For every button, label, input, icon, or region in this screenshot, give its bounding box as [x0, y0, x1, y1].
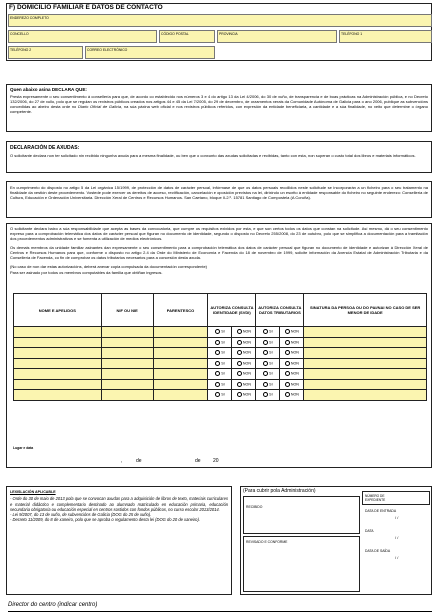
radio-button-icon[interactable] [263, 371, 268, 376]
director-label: Director do centro (indicar centro) [8, 602, 98, 608]
radio-label: NON [290, 392, 299, 397]
radio-label: NON [242, 371, 251, 376]
member-signature-cell[interactable] [304, 337, 427, 348]
tax-no-radio[interactable] [280, 358, 304, 369]
tax-yes-radio[interactable] [256, 379, 280, 390]
identity-yes-radio[interactable] [208, 337, 232, 348]
radio-label: SI [221, 371, 225, 376]
radio-button-icon[interactable] [237, 340, 242, 345]
radio-button-icon[interactable] [215, 392, 220, 397]
data-protection-box [6, 181, 432, 218]
admin-box [240, 486, 432, 595]
radio-button-icon[interactable] [215, 340, 220, 345]
identity-no-radio[interactable] [232, 390, 256, 401]
tax-yes-radio[interactable] [256, 327, 280, 338]
radio-button-icon[interactable] [285, 392, 290, 397]
legislation-text: - Orde do 30 de maio de 2013 pola que se convocan axudas para a adquisición de libros de texto, materiais curriculares e material didáctico e complementario destinado ao alumnado matriculado en educación primaria, educación secundaria obrigatoria ou educación especial en centros sostidos con fondos públicos, no curso escolar 2013/2014. - Lei 9/2007, do 13 de xuño, de subvencións de Galicia (DOG do 25 de xuño). - Decreto 11/2009, do 8 de xaneiro, polo que se aproba o regulamento desta lei (DOG do 20 de xaneiro). [10, 496, 228, 522]
member-relation-cell[interactable] [153, 327, 208, 338]
phone1-field[interactable] [339, 30, 432, 43]
identity-no-radio[interactable] [232, 327, 256, 338]
member-name-cell[interactable] [14, 379, 102, 390]
radio-button-icon[interactable] [237, 361, 242, 366]
member-relation-cell[interactable] [153, 337, 208, 348]
consent-box [6, 223, 432, 468]
member-signature-cell[interactable] [304, 379, 427, 390]
consent-p2: Os demais membros da unidade familiar asinantes dan expresamente o seu consentimento para a comprobación telemática dos datos de carácter persoal que figuran no documento de identidade e autorizan á Dirección Xeral de Centros e Recursos Humanos para que, conforme o disposto no artigo 2.4 da Orde do Ministerio de Economía e Facenda do 18 de novembro de 1999, solicite información da Axencia Estatal de Administración Tributaria e da Consellería de Facenda, co fin de comprobar os datos tributarios necesarios para a concesión desta axuda. [10, 245, 428, 260]
admin-reviewed-label: REVISADO E CONFORME [246, 540, 288, 544]
radio-button-icon[interactable] [285, 329, 290, 334]
admin-entry-date-label: DATA DE ENTRADA [365, 509, 397, 513]
radio-label: SI [269, 361, 273, 366]
aid-declaration-box [6, 141, 432, 173]
radio-button-icon[interactable] [285, 382, 290, 387]
tax-no-radio[interactable] [280, 379, 304, 390]
radio-label: NON [242, 361, 251, 366]
admin-file-number-label: NÚMERO DE EXPEDIENTE [365, 494, 386, 502]
identity-yes-radio[interactable] [208, 358, 232, 369]
consent-p3: (No caso de non dar estas autorizacións, deberá anexar copia compulsada da documentación correspondente) [10, 264, 208, 269]
radio-label: SI [221, 340, 225, 345]
header-nif: NIF OU NIE [101, 294, 153, 327]
data-protection-text: En cumprimento do disposto no artigo 5 da Lei orgánica 15/1999, de protección de datos de carácter persoal, infórmase de que os datos persoais recollidos neste solicitude se incorporarán a un ficheiro para o seu tratamento na finalidade da xestión deste procedemento. Vostede pode exercer os dereitos de acceso, rectificación, cancelación e oposición previstos na lei, dirixindo un escrito á entidade responsable do ficheiro no seguinte enderezo: Consellería de Cultura, Educación e Ordenación Universitaria. Dirección Xeral de Centros e Recursos Humanos. San Caetano, bloque II-2.º. 15781 Santiago de Compostela (A Coruña). [10, 185, 428, 200]
identity-yes-radio[interactable] [208, 369, 232, 380]
admin-entry-date [365, 509, 430, 520]
radio-button-icon[interactable] [285, 350, 290, 355]
radio-button-icon[interactable] [215, 350, 220, 355]
place-date-label: Lugar e data [13, 446, 34, 450]
radio-button-icon[interactable] [285, 361, 290, 366]
member-signature-cell[interactable] [304, 327, 427, 338]
phone2-label: TELÉFONO 2 [10, 47, 32, 52]
members-row [14, 369, 427, 380]
header-signature: SINATURA DA PERSOA OU DO PAI/NAI NO CASO DE SER MENOR DE IDADE [304, 294, 427, 327]
declaration-text [10, 94, 428, 114]
members-table-body [14, 327, 427, 401]
radio-button-icon[interactable] [237, 392, 242, 397]
radio-button-icon[interactable] [263, 329, 268, 334]
radio-button-icon[interactable] [215, 371, 220, 376]
members-row [14, 348, 427, 359]
member-name-cell[interactable] [14, 390, 102, 401]
radio-button-icon[interactable] [215, 361, 220, 366]
council-field[interactable] [8, 30, 157, 43]
radio-label: NON [242, 382, 251, 387]
identity-yes-radio[interactable] [208, 390, 232, 401]
member-name-cell[interactable] [14, 337, 102, 348]
members-row [14, 379, 427, 390]
radio-button-icon[interactable] [215, 382, 220, 387]
radio-button-icon[interactable] [237, 371, 242, 376]
identity-no-radio[interactable] [232, 358, 256, 369]
members-row [14, 390, 427, 401]
member-nif-cell[interactable] [101, 327, 153, 338]
member-name-cell[interactable] [14, 348, 102, 359]
place-date-year: 20 [213, 458, 219, 464]
address-label: ENDEREZO COMPLETO [10, 15, 49, 20]
tax-no-radio[interactable] [280, 327, 304, 338]
member-relation-cell[interactable] [153, 379, 208, 390]
member-name-cell[interactable] [14, 358, 102, 369]
place-date-de2: de [195, 458, 201, 464]
radio-label: SI [269, 329, 273, 334]
tax-yes-radio[interactable] [256, 390, 280, 401]
council-label: CONCELLO [10, 31, 29, 36]
radio-button-icon[interactable] [263, 392, 268, 397]
declaration-text-a: Presta expresamente o seu consentimento á consellería para que, de acordo co establecido nos números 3 e 4 do artigo 13 da Lei 4/2006, do 30 de xuño, de transparencia e de boas prácticas na Administración pública, e no Decreto 132/2006, do 27 de xullo, polo que se regulan os rexistros públicos creados nos artigos 44 e 45 da Lei 7/2005, do 29 de decembro, de orzamentos xerais da Comunidade Autónoma de Galicia para o ano 2006, publique as subvencións concedidas ao abeiro desta orde no [10, 93, 428, 109]
address-field[interactable] [8, 14, 432, 27]
admin-exit-date [365, 529, 430, 540]
admin-received-box [243, 496, 360, 534]
admin-file-number-box [362, 491, 430, 505]
radio-label: SI [269, 350, 273, 355]
radio-label: SI [269, 392, 273, 397]
consent-p1: O solicitante declara baixo a súa responsabilidade que acepta as bases da convocatoria, que cumpre os requisitos exixidos por esta, e que son certos todos os datos que constan na solicitude. Así mesmo, dá o seu consentimento expreso para a comprobación telemática dos datos de carácter persoal que figuran no documento de identidade, segundo o disposto no Decreto 255/2008, do 23 de outubro, polo que se simplifica a documentación para a tramitación dos procedementos administrativos e se fomenta a utilización de medios electrónicos. [10, 226, 428, 241]
members-row [14, 358, 427, 369]
radio-button-icon[interactable] [263, 382, 268, 387]
radio-button-icon[interactable] [285, 340, 290, 345]
phone1-label: TELÉFONO 1 [341, 31, 363, 36]
radio-button-icon[interactable] [237, 350, 242, 355]
identity-yes-radio[interactable] [208, 348, 232, 359]
admin-date-value-3[interactable]: / / [395, 555, 399, 561]
radio-label: SI [269, 340, 273, 345]
section-f [6, 3, 432, 61]
member-nif-cell[interactable] [101, 348, 153, 359]
radio-label: SI [269, 371, 273, 376]
admin-date-3 [365, 549, 430, 560]
declaration-text-b: , na súa páxina web oficial e nos rexistros públicos referidos, con expresión da entidade beneficiaria, a cantidade e a súa finalidade, no xeito que determine o órgano competente. [10, 103, 428, 114]
legislation-box [6, 486, 232, 595]
radio-label: SI [221, 392, 225, 397]
radio-label: NON [242, 340, 251, 345]
identity-yes-radio[interactable] [208, 327, 232, 338]
member-relation-cell[interactable] [153, 369, 208, 380]
radio-label: NON [290, 361, 299, 366]
tax-yes-radio[interactable] [256, 358, 280, 369]
province-label: PROVINCIA [219, 31, 238, 36]
admin-date-label-2: DATA [365, 529, 374, 533]
tax-yes-radio[interactable] [256, 337, 280, 348]
radio-button-icon[interactable] [285, 371, 290, 376]
member-signature-cell[interactable] [304, 348, 427, 359]
tax-yes-radio[interactable] [256, 348, 280, 359]
radio-label: NON [242, 392, 251, 397]
place-date-de1: de [136, 458, 142, 464]
header-relation: PARENTESCO [153, 294, 208, 327]
members-table [13, 293, 427, 401]
radio-label: NON [290, 371, 299, 376]
tax-no-radio[interactable] [280, 348, 304, 359]
email-field[interactable] [85, 46, 215, 59]
section-f-title: F) DOMICILIO FAMILIAR E DATOS DE CONTACTO [9, 4, 163, 11]
postal-code-field[interactable] [159, 30, 215, 43]
radio-button-icon[interactable] [237, 329, 242, 334]
radio-label: SI [221, 361, 225, 366]
radio-label: NON [242, 329, 251, 334]
tax-yes-radio[interactable] [256, 369, 280, 380]
radio-label: NON [242, 350, 251, 355]
aid-declaration-heading: DECLARACIÓN DE AXUDAS: [10, 145, 80, 151]
members-row [14, 327, 427, 338]
radio-label: NON [290, 340, 299, 345]
members-row [14, 337, 427, 348]
postal-code-label: CÓDIGO POSTAL [161, 31, 189, 36]
radio-label: SI [221, 329, 225, 334]
admin-entry-date-value[interactable]: / / [395, 515, 399, 521]
declaration-heading: Quen abaixo asina DECLARA QUE: [10, 87, 87, 92]
member-nif-cell[interactable] [101, 379, 153, 390]
member-nif-cell[interactable] [101, 369, 153, 380]
tax-no-radio[interactable] [280, 390, 304, 401]
identity-no-radio[interactable] [232, 369, 256, 380]
declaration-box [6, 84, 432, 132]
admin-reviewed-box [243, 536, 360, 592]
radio-label: SI [269, 382, 273, 387]
admin-exit-date-label: DATA DE SAÍDA [365, 549, 391, 553]
radio-label: NON [290, 329, 299, 334]
member-name-cell[interactable] [14, 369, 102, 380]
member-relation-cell[interactable] [153, 348, 208, 359]
member-name-cell[interactable] [14, 327, 102, 338]
identity-no-radio[interactable] [232, 337, 256, 348]
province-field[interactable] [217, 30, 337, 43]
header-auth-identity: AUTORIZA CONSULTA IDENTIDADE (SVDI) [208, 294, 256, 327]
member-signature-cell[interactable] [304, 390, 427, 401]
header-name: NOME E APELIDOS [14, 294, 102, 327]
director-line[interactable] [8, 611, 432, 612]
phone2-field[interactable] [8, 46, 83, 59]
consent-p4: Para ser asinado por todos os membros computables da familia que obtiñan ingresos. [10, 270, 163, 275]
radio-button-icon[interactable] [263, 350, 268, 355]
radio-label: NON [290, 350, 299, 355]
identity-no-radio[interactable] [232, 379, 256, 390]
legislation-heading: LEXISLACIÓN APLICABLE [10, 490, 56, 494]
admin-date-value-2[interactable]: / / [395, 535, 399, 541]
tax-no-radio[interactable] [280, 369, 304, 380]
member-nif-cell[interactable] [101, 337, 153, 348]
radio-button-icon[interactable] [215, 329, 220, 334]
radio-button-icon[interactable] [263, 361, 268, 366]
member-relation-cell[interactable] [153, 390, 208, 401]
admin-title: (Para cubrir pola Administración) [243, 488, 316, 494]
member-signature-cell[interactable] [304, 369, 427, 380]
place-date-comma: , [121, 458, 123, 464]
identity-yes-radio[interactable] [208, 379, 232, 390]
tax-no-radio[interactable] [280, 337, 304, 348]
radio-label: SI [221, 382, 225, 387]
admin-received-label: RECIBIDO [246, 505, 263, 509]
declaration-text-italic: Diario Oficial de Galicia [77, 103, 122, 109]
radio-label: NON [290, 382, 299, 387]
header-auth-tax: AUTORIZA CONSULTA DATOS TRIBUTARIOS [256, 294, 304, 327]
radio-button-icon[interactable] [237, 382, 242, 387]
radio-label: SI [221, 350, 225, 355]
radio-button-icon[interactable] [263, 340, 268, 345]
member-nif-cell[interactable] [101, 390, 153, 401]
identity-no-radio[interactable] [232, 348, 256, 359]
email-label: CORREO ELECTRÓNICO [87, 47, 128, 52]
member-nif-cell[interactable] [101, 358, 153, 369]
member-signature-cell[interactable] [304, 358, 427, 369]
member-relation-cell[interactable] [153, 358, 208, 369]
aid-declaration-text: O solicitante declara non ter solicitado nin recibido ningunha axuda para a mesma finalidade, ou ben que o conxunto das axudas solicitadas e recibidas, tanto con esta, non superan o custo total dos libros e materiais informáticos. [10, 153, 416, 159]
